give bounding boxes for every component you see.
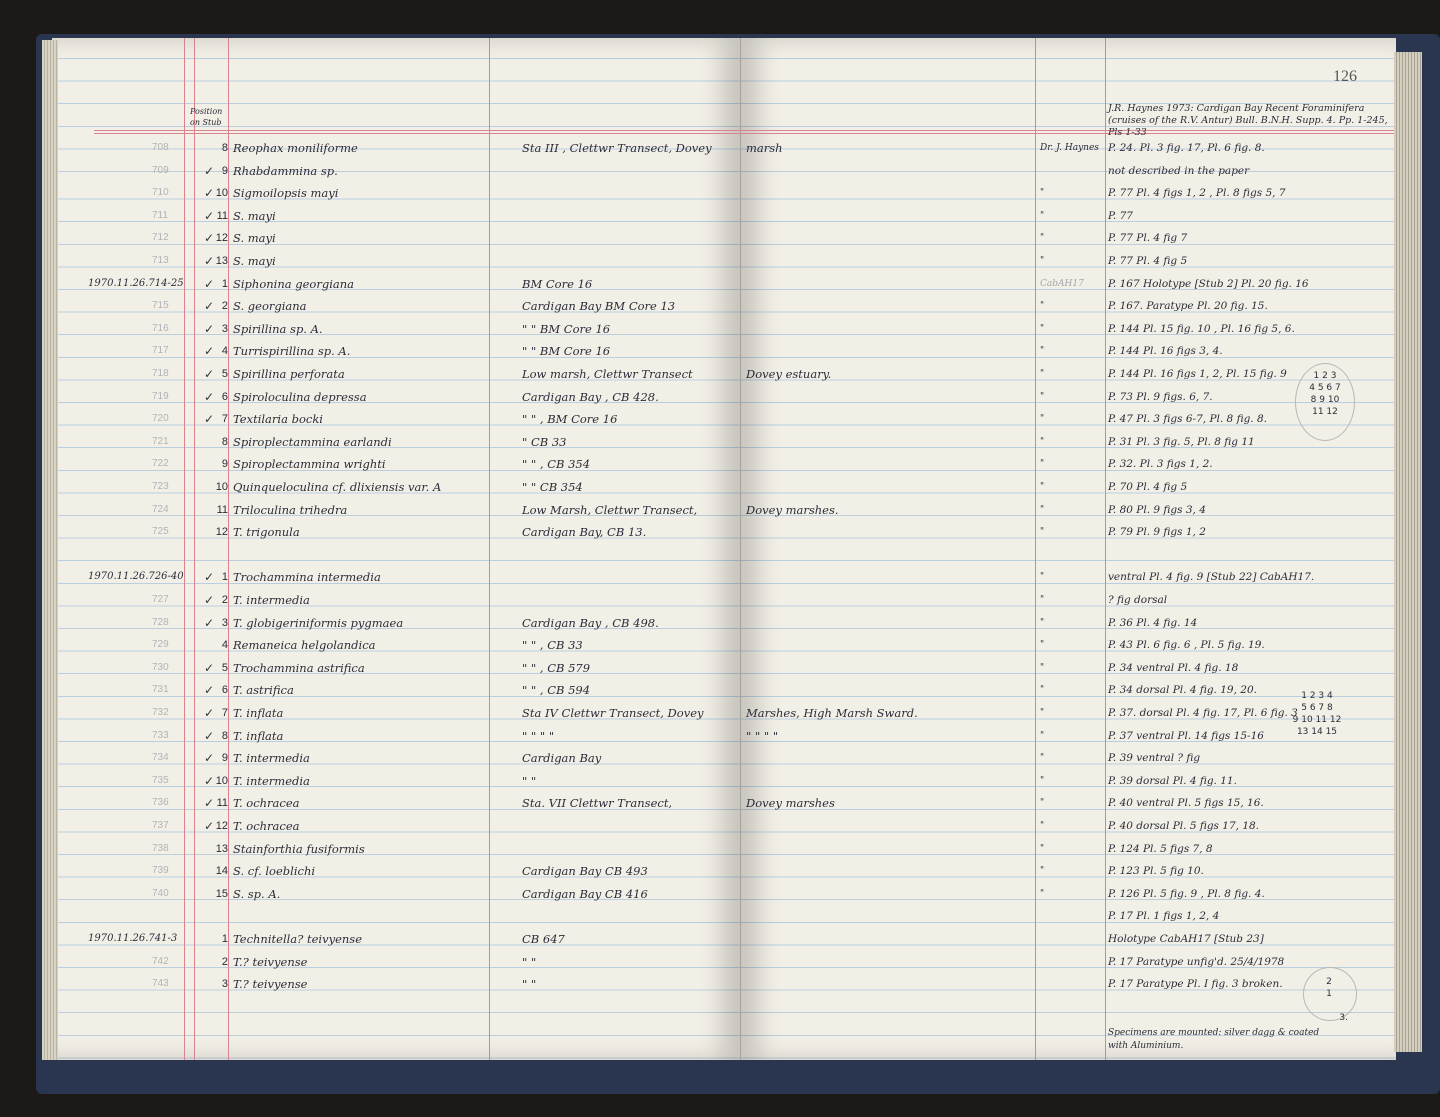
row-tick: ✓ [204,593,215,607]
row-num: 708 [152,142,169,153]
row-tick: ✓ [204,163,215,178]
row-notes: P. 80 Pl. 9 figs 3, 4 [1108,503,1206,516]
row-seq: 9 [221,164,228,177]
row-num: 713 [152,255,169,266]
row-donor: " [1040,595,1045,605]
row-donor: " [1040,798,1045,809]
row-tick: ✓ [204,796,215,811]
row-loc2: marsh [746,141,783,155]
row-notes: P. 47 Pl. 3 figs 6-7, Pl. 8 fig. 8. [1108,413,1267,426]
row-locality: " " [522,954,537,969]
row-seq: 4 [221,639,228,652]
row-num: 715 [152,300,169,312]
row-notes: P. 144 Pl. 16 figs 3, 4. [1108,345,1223,358]
row-notes: P. 123 Pl. 5 fig 10. [1108,865,1204,878]
row-seq: 1 [221,933,228,945]
row-donor: " [1040,821,1045,831]
row-num: 733 [152,729,169,741]
row-tick: ✓ [204,276,215,291]
row-seq: 13 [215,255,228,267]
row-loc2: Dovey estuary. [746,367,832,381]
row-notes: P. 32. Pl. 3 figs 1, 2. [1108,458,1213,471]
row-notes: P. 73 Pl. 9 figs. 6, 7. [1108,390,1213,403]
row-donor: " [1040,391,1045,402]
row-tick: ✓ [204,389,215,404]
row-species: Remaneica helgolandica [233,638,376,653]
row-seq: 3 [221,322,228,335]
row-seq: 2 [221,594,228,606]
row-seq: 2 [221,300,228,313]
row-notes: P. 124 Pl. 5 figs 7, 8 [1108,842,1213,855]
row-num: 716 [152,322,169,334]
row-donor: " [1040,301,1045,312]
row-donor: " [1040,753,1045,764]
reference-citation: J.R. Haynes 1973: Cardigan Bay Recent Foraminifera (cruises of the R.V. Antur) Bull. B.N.H. Supp. 4. Pp. 1-245, Pls 1-33 [1108,103,1388,138]
stub-diagram-label: 13 14 15 [1296,727,1338,737]
row-num: 709 [152,164,169,176]
row-donor: " [1040,617,1045,628]
stub-diagram-1-labels [1300,370,1350,418]
ruling-notes [1105,38,1106,1060]
row-locality: " " , BM Core 16 [522,412,618,427]
row-seq: 8 [221,142,228,154]
row-notes: P. 34 ventral Pl. 4 fig. 18 [1108,661,1239,674]
row-seq: 11 [216,209,228,222]
row-donor: " [1040,888,1045,899]
row-num: 721 [152,435,169,447]
row-tick: ✓ [204,819,215,833]
ruling-donor [1035,38,1036,1060]
row-reg: 1970.11.26.741-3 [88,933,178,944]
row-num: 735 [152,774,169,786]
row-locality: BM Core 16 [522,276,593,291]
row-tick: ✓ [204,660,215,675]
row-notes: P. 37 ventral Pl. 14 figs 15-16 [1108,729,1264,742]
row-num: 738 [152,842,169,854]
row-seq: 7 [221,707,228,719]
row-locality: Cardigan Bay BM Core 13 [522,299,676,314]
row-notes: ventral Pl. 4 fig. 9 [Stub 22] CabAH17. [1108,571,1315,584]
row-seq: 1 [221,277,228,290]
row-species: T. intermedia [233,593,310,607]
row-notes: P. 70 Pl. 4 fig 5 [1108,481,1188,493]
row-donor: " [1040,210,1045,221]
stub-diagram-label: 8 9 10 [1310,395,1340,405]
row-notes: ? fig dorsal [1108,594,1168,606]
row-notes: P. 79 Pl. 9 figs 1, 2 [1108,526,1206,539]
row-num: 737 [152,820,169,831]
stub-diagram-3-labels [1310,976,1348,1024]
row-tick: ✓ [204,728,215,743]
row-donor: " [1040,775,1045,786]
row-seq: 3 [221,978,228,991]
row-num: 732 [152,707,169,718]
row-reg: 1970.11.26.726-40 [88,571,184,583]
row-species: Trochammina astrifica [233,660,365,675]
row-donor: " [1040,708,1045,718]
row-tick: ✓ [204,570,215,585]
row-locality: " " [522,977,537,992]
row-species: Textilaria bocki [233,412,323,427]
row-donor: " [1040,662,1045,673]
row-seq: 11 [216,797,228,810]
row-num: 720 [152,413,169,425]
row-species: Spirillina perforata [233,367,345,381]
row-locality: Sta IV Clettwr Transect, Dovey [522,706,704,720]
row-seq: 5 [221,661,228,674]
row-num: 723 [152,481,169,492]
row-notes: P. 77 Pl. 4 fig 7 [1108,232,1188,245]
row-locality: Cardigan Bay [522,751,602,766]
row-notes: P. 167 Holotype [Stub 2] Pl. 20 fig. 16 [1108,277,1309,290]
stub-diagram-label: 3. [1339,1013,1348,1023]
ruling-species [228,38,229,1060]
row-seq: 5 [221,368,228,380]
row-species: T.? teivyense [233,977,308,992]
row-notes: P. 77 Pl. 4 figs 1, 2 , Pl. 8 figs 5, 7 [1108,187,1286,200]
row-seq: 1 [221,571,228,584]
row-locality: Sta III , Clettwr Transect, Dovey [522,141,712,155]
row-donor: " [1040,369,1045,379]
row-locality: " " " " [522,728,555,743]
stub-diagram-label: 11 12 [1312,407,1338,417]
row-num: 724 [152,503,169,515]
page-edges-left [42,40,58,1060]
row-seq: 8 [221,435,228,448]
row-species: Reophax moniliforme [233,141,358,155]
row-tick: ✓ [204,321,215,336]
row-notes: P. 167. Paratype Pl. 20 fig. 15. [1108,300,1268,313]
row-num: 718 [152,368,169,379]
row-tick: ✓ [204,412,215,427]
row-tick: ✓ [204,751,215,766]
row-seq: 12 [215,526,228,539]
row-num: 734 [152,752,169,764]
row-species: S. mayi [233,208,276,223]
row-seq: 11 [216,503,228,516]
row-notes: P. 40 ventral Pl. 5 figs 15, 16. [1108,797,1264,810]
stub-diagram-label: 1 2 3 4 [1301,691,1333,701]
row-donor: " [1040,685,1045,696]
row-num: 712 [152,232,169,244]
row-species: Spiroloculina depressa [233,389,367,404]
row-notes: P. 31 Pl. 3 fig. 5, Pl. 8 fig 11 [1108,435,1255,448]
row-locality: Low marsh, Clettwr Transect [522,367,693,381]
row-locality: " " , CB 354 [522,457,591,472]
row-num: 731 [152,684,169,696]
row-num: 719 [152,390,169,402]
row-donor: Dr. J. Haynes [1040,143,1099,153]
row-species: T. globigeriniformis pygmaea [233,615,404,630]
stub-diagram-label: 1 2 3 [1313,371,1337,381]
row-species: Siphonina georgiana [233,276,354,291]
row-species: Spiroplectammina earlandi [233,434,392,449]
row-seq: 2 [221,955,228,968]
ruling-stub [194,38,195,1060]
row-notes: P. 144 Pl. 16 figs 1, 2, Pl. 15 fig. 9 [1108,368,1287,380]
column-label-stub: Position on Stub [190,107,223,127]
row-species: S. mayi [233,231,276,246]
row-notes: not described in the paper [1108,164,1250,177]
row-num: 739 [152,865,169,877]
row-locality: Cardigan Bay , CB 428. [522,389,659,404]
row-seq: 7 [221,413,228,426]
row-locality: " " BM Core 16 [522,344,611,359]
row-species: T. inflata [233,706,284,720]
row-notes: P. 17 Paratype unfig'd. 25/4/1978 [1108,955,1285,968]
row-donor: " [1040,866,1045,877]
row-species: T.? teivyense [233,954,308,969]
row-species: Rhabdammina sp. [233,163,338,178]
row-donor: " [1040,843,1045,854]
row-seq: 9 [221,458,228,471]
row-notes: P. 34 dorsal Pl. 4 fig. 19, 20. [1108,684,1257,697]
row-seq: 9 [221,752,228,765]
row-seq: 8 [221,729,228,742]
row-locality: " " [522,773,537,788]
row-species: S. cf. loeblichi [233,864,316,879]
row-notes: P. 17 Paratype Pl. I fig. 3 broken. [1108,978,1283,991]
row-donor: " [1040,527,1045,538]
row-reg: 1970.11.26.714-25 [88,277,184,289]
row-seq: 13 [215,842,228,855]
row-species: T. astrifica [233,683,294,698]
row-locality: " " , CB 594 [522,683,591,698]
row-loc2: Marshes, High Marsh Sward. [746,706,918,720]
row-locality: " " , CB 579 [522,660,591,675]
row-donor: " [1040,346,1045,357]
row-seq: 10 [215,774,228,787]
row-donor: " [1040,188,1045,199]
row-seq: 6 [221,684,228,697]
row-species: Technitella? teivyense [233,932,362,946]
row-num: 725 [152,526,169,538]
row-locality: Low Marsh, Clettwr Transect, [522,502,698,517]
row-locality: Cardigan Bay CB 416 [522,886,648,901]
row-num: 727 [152,594,169,605]
row-donor: " [1040,414,1045,425]
row-notes: Holotype CabAH17 [Stub 23] [1108,933,1264,945]
row-tick: ✓ [204,299,215,314]
row-notes: P. 24. Pl. 3 fig. 17, Pl. 6 fig. 8. [1108,142,1265,154]
row-locality: Sta. VII Clettwr Transect, [522,796,673,811]
row-num: 717 [152,345,169,357]
row-seq: 14 [215,865,228,878]
row-donor: " [1040,730,1045,741]
row-tick: ✓ [204,186,215,201]
row-locality: " " CB 354 [522,480,583,494]
footer-note: Specimens are mounted: silver dagg & coated with Aluminium. [1108,1028,1320,1051]
row-seq: 12 [215,232,228,245]
row-num: 722 [152,458,169,470]
right-page [740,38,1396,1060]
page-number: 126 [1333,68,1357,85]
row-num: 730 [152,661,169,673]
row-species: Spirillina sp. A. [233,321,323,336]
row-tick: ✓ [204,706,215,720]
row-notes: P. 36 Pl. 4 fig. 14 [1108,616,1198,629]
row-donor: " [1040,572,1045,583]
row-notes: P. 37. dorsal Pl. 4 fig. 17, Pl. 6 fig. 3 [1108,707,1298,719]
row-notes: P. 40 dorsal Pl. 5 figs 17, 18. [1108,820,1260,832]
ruling-locality [489,38,490,1060]
row-species: Spiroplectammina wrighti [233,457,386,472]
row-locality: Cardigan Bay CB 493 [522,864,648,879]
row-num: 728 [152,616,169,628]
row-donor: " [1040,323,1045,334]
ruling-reg [184,38,185,1060]
row-loc2: Dovey marshes [746,796,835,811]
row-species: Quinqueloculina cf. dlixiensis var. A [233,480,442,494]
row-notes: P. 39 dorsal Pl. 4 fig. 11. [1108,774,1237,787]
row-notes: P. 43 Pl. 6 fig. 6 , Pl. 5 fig. 19. [1108,639,1265,652]
row-notes: P. 17 Pl. 1 figs 1, 2, 4 [1108,910,1220,923]
stub-diagram-label: 5 6 7 8 [1301,703,1333,713]
row-species: Triloculina trihedra [233,502,348,517]
row-locality: CB 647 [522,932,565,946]
stub-diagram-label: 1 [1326,989,1332,999]
row-seq: 15 [215,887,228,900]
row-notes: P. 77 Pl. 4 fig 5 [1108,255,1188,267]
row-donor: " [1040,436,1045,447]
row-donor: CabAH17 [1040,278,1084,289]
row-locality: " " , CB 33 [522,638,583,653]
stub-diagram-2-labels [1288,690,1346,738]
row-donor: " [1040,482,1045,492]
row-seq: 6 [221,390,228,403]
row-donor: " [1040,233,1045,244]
row-tick: ✓ [204,615,215,630]
row-species: T. ochracea [233,796,300,811]
row-seq: 3 [221,616,228,629]
row-tick: ✓ [204,683,215,698]
page-edges-right [1394,52,1422,1052]
row-donor: " [1040,504,1045,515]
row-donor: " [1040,256,1045,266]
row-tick: ✓ [204,231,215,246]
row-seq: 10 [215,481,228,493]
row-species: T. ochracea [233,819,300,833]
row-species: Trochammina intermedia [233,570,381,585]
stub-diagram-label: 2 [1326,977,1332,987]
row-seq: 10 [215,187,228,200]
row-num: 711 [152,209,168,221]
row-species: S. sp. A. [233,886,281,901]
row-locality: Cardigan Bay , CB 498. [522,615,659,630]
row-notes: P. 39 ventral ? fig [1108,752,1201,765]
row-locality: " CB 33 [522,434,567,449]
row-loc2: Dovey marshes. [746,502,839,517]
row-num: 742 [152,955,169,967]
stub-diagram-label: 4 5 6 7 [1309,383,1341,393]
row-locality: Cardigan Bay, CB 13. [522,525,647,540]
row-tick: ✓ [204,344,215,359]
row-species: T. intermedia [233,751,310,766]
row-num: 740 [152,887,169,899]
row-num: 743 [152,978,169,990]
row-notes: P. 144 Pl. 15 fig. 10 , Pl. 16 fig 5, 6. [1108,322,1295,335]
row-species: T. trigonula [233,525,300,540]
row-donor: " [1040,640,1045,651]
row-species: Sigmoilopsis mayi [233,186,339,201]
row-tick: ✓ [204,367,215,381]
row-seq: 4 [221,345,228,358]
row-tick: ✓ [204,208,215,223]
row-species: Stainforthia fusiformis [233,841,365,856]
row-donor: " [1040,459,1045,470]
row-num: 736 [152,797,169,809]
row-species: S. georgiana [233,299,307,314]
row-species: T. inflata [233,728,284,743]
row-seq: 12 [215,820,228,832]
row-notes: P. 126 Pl. 5 fig. 9 , Pl. 8 fig. 4. [1108,887,1265,900]
row-loc2: " " " " [746,728,779,743]
row-num: 729 [152,639,169,651]
row-species: S. mayi [233,254,276,268]
stub-diagram-label: 9 10 11 12 [1292,715,1342,725]
row-species: T. intermedia [233,773,310,788]
row-species: Turrispirillina sp. A. [233,344,351,359]
gutter [740,38,741,1060]
row-num: 710 [152,187,169,199]
row-notes: P. 77 [1108,209,1133,222]
row-locality: " " BM Core 16 [522,321,611,336]
row-tick: ✓ [204,773,215,788]
row-tick: ✓ [204,254,215,268]
